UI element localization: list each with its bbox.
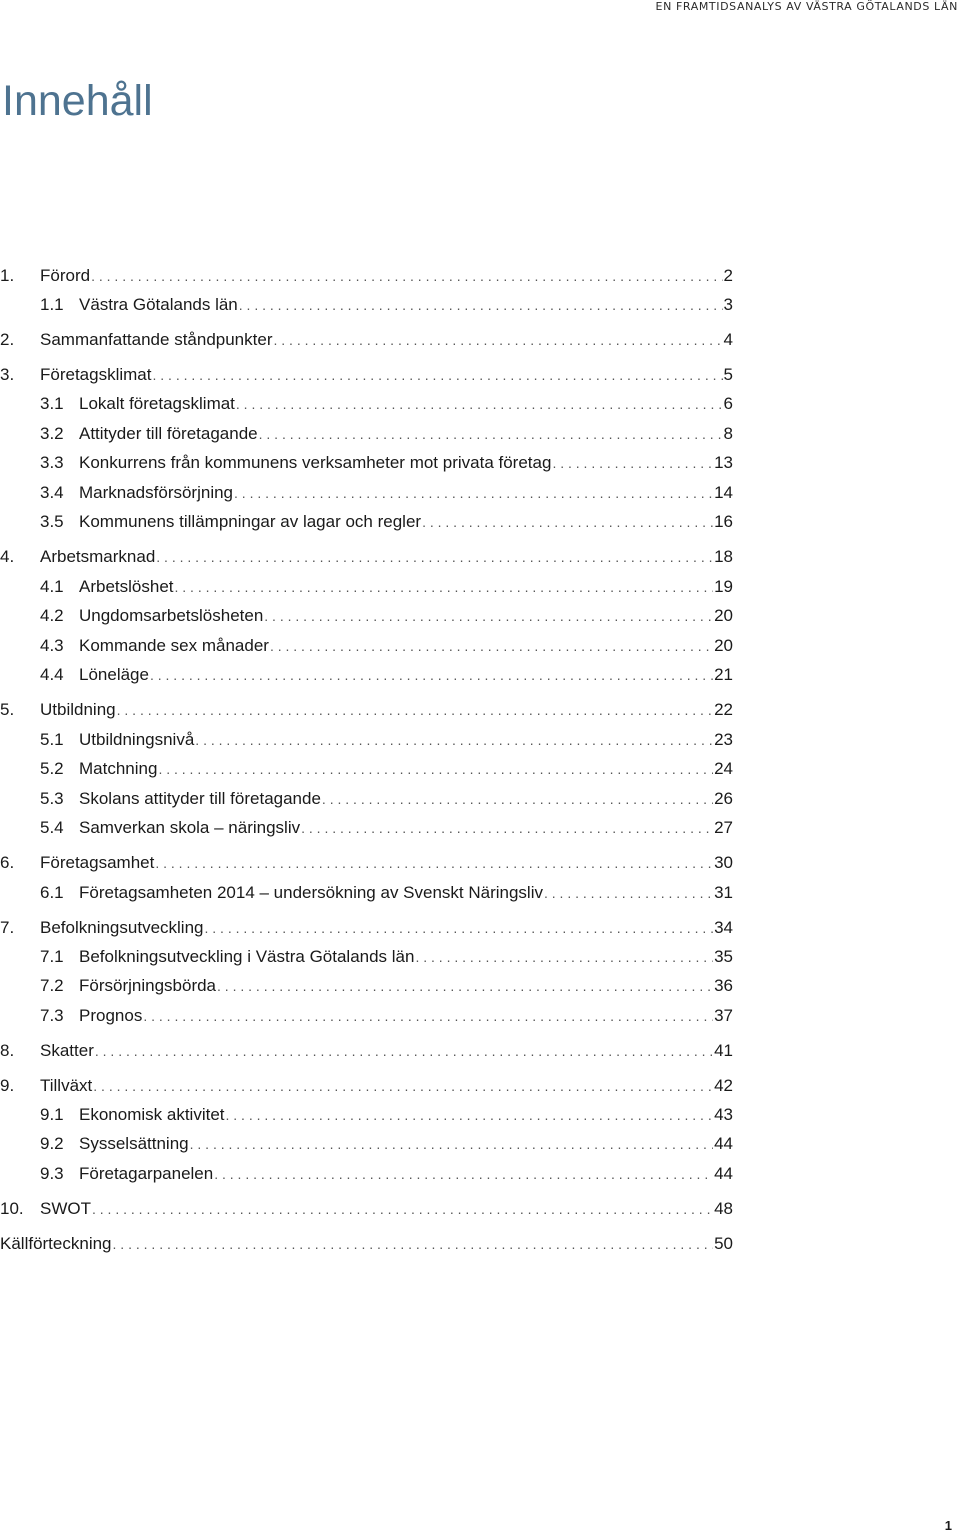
toc-dot-leader [239,293,723,317]
toc-entry-title: Sammanfattande ståndpunkter [40,330,273,349]
toc-entry-number: 3. [0,365,15,384]
toc-entry-page: 19 [714,577,733,596]
toc-entry[interactable] [40,422,733,446]
toc-entry-title: Skolans attityder till företagande [79,789,321,808]
toc-entry-number: 8. [0,1041,15,1060]
toc-dot-leader [415,945,713,969]
toc-entry-title: Utbildning [40,700,116,719]
page-title: Innehåll [2,77,153,125]
toc-entry-title: SWOT [40,1199,91,1218]
toc-entry-number: 5.2 [40,759,64,778]
toc-entry-number: 3.2 [40,424,64,443]
toc-entry[interactable] [40,1004,733,1028]
toc-entry-title: Förord [40,266,91,285]
toc-entry-title: Utbildningsnivå [79,730,195,749]
toc-entry[interactable] [40,1103,733,1127]
toc-entry-number: 4. [0,547,15,566]
toc-dot-leader [270,634,713,658]
toc-dot-leader [113,1232,714,1256]
toc-entry-page: 8 [723,424,733,443]
toc-dot-leader [156,545,713,569]
toc-entry-page: 34 [714,918,733,937]
toc-entry-page: 22 [714,700,733,719]
toc-entry-page: 50 [714,1234,733,1253]
toc-entry-number: 5.3 [40,789,64,808]
toc-entry-number: 5.4 [40,818,64,837]
toc-dot-leader [190,1132,713,1156]
toc-entry-page: 37 [714,1006,733,1025]
toc-entry-page: 41 [714,1041,733,1060]
toc-entry-title: Samverkan skola – näringsliv [79,818,301,837]
toc-entry-page: 21 [714,665,733,684]
toc-entry-page: 20 [714,636,733,655]
toc-entry-page: 35 [714,947,733,966]
toc-entry-number: 7. [0,918,15,937]
toc-dot-leader [143,1004,713,1028]
toc-entry[interactable] [40,945,733,969]
toc-entry-title: Tillväxt [40,1076,93,1095]
toc-entry-title: Ungdomsarbetslösheten [79,606,264,625]
toc-entry[interactable] [40,728,733,752]
toc-entry[interactable] [0,916,733,940]
toc-entry[interactable] [40,510,733,534]
toc-entry-page: 43 [714,1105,733,1124]
toc-entry-page: 6 [723,394,733,413]
toc-entry[interactable] [0,1039,733,1063]
toc-entry-number: 3.1 [40,394,64,413]
toc-entry[interactable] [40,604,733,628]
toc-entry-title: Befolkningsutveckling i Västra Götalands län [79,947,415,966]
toc-dot-leader [204,916,713,940]
toc-entry-page: 27 [714,818,733,837]
toc-entry[interactable] [0,1232,733,1256]
toc-dot-leader [264,604,713,628]
toc-dot-leader [95,1039,713,1063]
toc-dot-leader [91,264,722,288]
toc-entry-page: 20 [714,606,733,625]
toc-entry[interactable] [40,1132,733,1156]
toc-dot-leader [322,787,713,811]
toc-entry-page: 5 [723,365,733,384]
toc-entry-page: 24 [714,759,733,778]
toc-entry-title: Attityder till företagande [79,424,258,443]
toc-entry-number: 1. [0,266,15,285]
toc-entry[interactable] [0,328,733,352]
toc-entry[interactable] [0,363,733,387]
toc-entry-title: Källförteckning [0,1234,112,1253]
toc-dot-leader [259,422,723,446]
toc-dot-leader [226,1103,714,1127]
toc-entry[interactable] [0,698,733,722]
toc-entry-page: 42 [714,1076,733,1095]
toc-entry-title: Försörjningsbörda [79,976,217,995]
toc-entry[interactable] [0,1074,733,1098]
toc-entry-page: 23 [714,730,733,749]
toc-dot-leader [236,392,723,416]
toc-entry-number: 9.2 [40,1134,64,1153]
toc-entry-title: Lokalt företagsklimat [79,394,235,413]
toc-entry-number: 4.3 [40,636,64,655]
toc-dot-leader [544,881,713,905]
toc-entry[interactable] [40,881,733,905]
toc-entry-number: 6.1 [40,883,64,902]
toc-entry-page: 13 [714,453,733,472]
toc-entry-title: Matchning [79,759,158,778]
toc-dot-leader [217,974,713,998]
toc-entry-title: Arbetslöshet [79,577,174,596]
toc-entry-title: Företagsklimat [40,365,152,384]
toc-entry-number: 3.3 [40,453,64,472]
toc-entry-number: 4.4 [40,665,64,684]
toc-entry[interactable] [40,787,733,811]
toc-entry-title: Löneläge [79,665,149,684]
toc-entry-number: 6. [0,853,15,872]
toc-entry-number: 7.3 [40,1006,64,1025]
toc-entry-number: 9.3 [40,1164,64,1183]
toc-entry-number: 7.1 [40,947,64,966]
toc-entry[interactable] [40,634,733,658]
toc-entry-title: Företagarpanelen [79,1164,214,1183]
toc-dot-leader [155,851,713,875]
toc-entry-number: 3.4 [40,483,64,502]
toc-entry-title: Ekonomisk aktivitet [79,1105,225,1124]
toc-entry-number: 10. [0,1199,24,1218]
toc-dot-leader [150,663,713,687]
toc-entry-title: Befolkningsutveckling [40,918,204,937]
toc-entry-title: Kommande sex månader [79,636,269,655]
toc-entry-number: 4.1 [40,577,64,596]
toc-entry[interactable] [40,757,733,781]
toc-entry-number: 9. [0,1076,15,1095]
toc-entry-number: 4.2 [40,606,64,625]
toc-entry-title: Skatter [40,1041,94,1060]
toc-entry[interactable] [40,816,733,840]
toc-entry[interactable] [0,545,733,569]
toc-entry[interactable] [40,575,733,599]
toc-entry-page: 18 [714,547,733,566]
toc-entry-number: 9.1 [40,1105,64,1124]
toc-dot-leader [422,510,713,534]
toc-entry-title: Västra Götalands län [79,295,238,314]
toc-entry-title: Företagsamheten 2014 – undersökning av Svenskt Näringsliv [79,883,543,902]
toc-dot-leader [552,451,713,475]
toc-entry[interactable] [40,392,733,416]
toc-entry-page: 14 [714,483,733,502]
toc-entry-page: 31 [714,883,733,902]
toc-entry-title: Kommunens tillämpningar av lagar och regler [79,512,422,531]
toc-entry[interactable] [40,481,733,505]
toc-entry-page: 48 [714,1199,733,1218]
toc-entry-page: 2 [723,266,733,285]
toc-entry-page: 16 [714,512,733,531]
toc-entry-page: 4 [723,330,733,349]
toc-dot-leader [93,1074,713,1098]
toc-entry[interactable] [0,264,733,288]
toc-dot-leader [214,1162,713,1186]
toc-entry-page: 36 [714,976,733,995]
toc-dot-leader [92,1197,713,1221]
toc-entry[interactable] [40,1162,733,1186]
toc-dot-leader [301,816,713,840]
toc-entry-title: Företagsamhet [40,853,155,872]
toc-entry[interactable] [0,1197,733,1221]
toc-dot-leader [175,575,714,599]
toc-entry[interactable] [40,663,733,687]
toc-entry-page: 3 [723,295,733,314]
toc-entry-page: 26 [714,789,733,808]
page-number: 1 [944,1518,952,1533]
toc-entry-number: 3.5 [40,512,64,531]
toc-entry-number: 2. [0,330,15,349]
toc-entry[interactable] [0,851,733,875]
toc-dot-leader [158,757,713,781]
toc-entry-title: Konkurrens från kommunens verksamheter mot privata företag [79,453,552,472]
toc-dot-leader [234,481,713,505]
toc-entry-number: 5.1 [40,730,64,749]
toc-entry-page: 44 [714,1134,733,1153]
toc-dot-leader [273,328,722,352]
toc-entry-title: Sysselsättning [79,1134,189,1153]
toc-dot-leader [195,728,713,752]
toc-entry-page: 30 [714,853,733,872]
toc-entry[interactable] [40,974,733,998]
toc-entry-title: Prognos [79,1006,143,1025]
toc-entry[interactable] [40,293,733,317]
toc-entry-number: 7.2 [40,976,64,995]
toc-dot-leader [117,698,713,722]
toc-entry-number: 5. [0,700,15,719]
running-header: EN FRAMTIDSANALYS AV VÄSTRA GÖTALANDS LÄN [655,0,958,13]
toc-entry[interactable] [40,451,733,475]
toc-entry-number: 1.1 [40,295,64,314]
toc-entry-title: Marknadsförsörjning [79,483,234,502]
toc-entry-page: 44 [714,1164,733,1183]
toc-entry-title: Arbetsmarknad [40,547,156,566]
toc-dot-leader [152,363,722,387]
